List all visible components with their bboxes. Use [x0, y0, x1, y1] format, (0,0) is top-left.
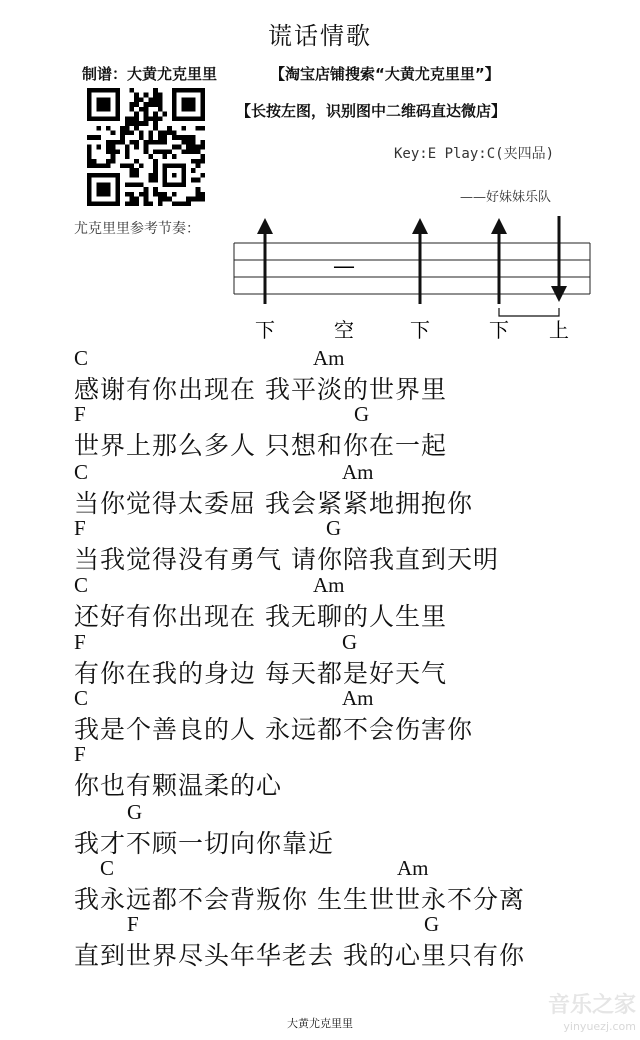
lyric-line: 我是个善良的人 永远都不会伤害你: [74, 715, 473, 744]
chord-symbol: Am: [313, 573, 345, 597]
lyric-line: 你也有颗温柔的心: [74, 771, 283, 800]
lyric-line: 我永远都不会背叛你 生生世世永不分离: [74, 885, 525, 914]
chord-symbol: F: [74, 742, 86, 766]
up-arrow-icon: [551, 216, 567, 302]
arranger-credit: 制谱：大黄尤克里里: [82, 65, 218, 83]
chord-symbol: C: [100, 856, 115, 880]
chord-symbol: G: [326, 516, 342, 540]
rhythm-label: 尤克里里参考节奏：: [74, 221, 200, 237]
lyric-line: 直到世界尽头年华老去 我的心里只有你: [74, 941, 525, 970]
chord-symbol: C: [74, 573, 89, 597]
chord-symbol: C: [74, 346, 89, 370]
qr-modules: [87, 88, 205, 206]
down-arrow-icon: [257, 218, 273, 304]
chord-symbol: F: [127, 912, 139, 936]
stroke-label: 下: [489, 318, 509, 340]
scan-qr-note: 【长按左图，识别图中二维码直达微店】: [236, 102, 507, 120]
chord-symbol: G: [354, 402, 370, 426]
key-play-info: Key:E Play:C(夹四品): [394, 146, 555, 162]
watermark-url: yinyuezj.com: [563, 1020, 636, 1033]
chord-symbol: Am: [342, 686, 374, 710]
site-watermark: [488, 988, 638, 1036]
rest-mark: —: [333, 254, 355, 279]
lyric-line: 当你觉得太委屈 我会紧紧地拥抱你: [74, 489, 473, 518]
chord-symbol: G: [424, 912, 440, 936]
artist-credit: ——好妹妹乐队: [460, 190, 552, 205]
lyric-line: 世界上那么多人 只想和你在一起: [74, 431, 447, 460]
rhythm-staff: [232, 210, 592, 340]
song-title: 谎话情歌: [268, 22, 372, 50]
stroke-label: 空: [334, 318, 354, 340]
chord-symbol: C: [74, 460, 89, 484]
chord-symbol: G: [342, 630, 358, 654]
stroke-label: 上: [549, 318, 569, 340]
chord-symbol: F: [74, 516, 86, 540]
chord-symbol: Am: [342, 460, 374, 484]
lyric-line: 我才不顾一切向你靠近: [74, 829, 335, 858]
chord-symbol: F: [74, 402, 86, 426]
watermark-text: 音乐之家: [547, 993, 636, 1018]
lyric-line: 有你在我的身边 每天都是好天气: [74, 659, 447, 688]
down-arrow-icon: [491, 218, 507, 304]
stroke-label: 下: [410, 318, 430, 340]
stroke-label: 下: [255, 318, 275, 340]
lyric-line: 感谢有你出现在 我平淡的世界里: [74, 375, 447, 404]
chord-symbol: Am: [397, 856, 429, 880]
footer-credit: 大黄尤克里里: [287, 1017, 353, 1030]
chord-symbol: Am: [313, 346, 345, 370]
down-arrow-icon: [412, 218, 428, 304]
beam-bracket: [499, 308, 559, 316]
qr-code-icon[interactable]: [87, 88, 205, 206]
chord-symbol: F: [74, 630, 86, 654]
lyric-line: 当我觉得没有勇气 请你陪我直到天明: [74, 545, 499, 574]
lyric-line: 还好有你出现在 我无聊的人生里: [74, 602, 447, 631]
chord-symbol: C: [74, 686, 89, 710]
chord-symbol: G: [127, 800, 143, 824]
shop-search-note: 【淘宝店铺搜索“大黄尤克里里”】: [270, 65, 500, 83]
